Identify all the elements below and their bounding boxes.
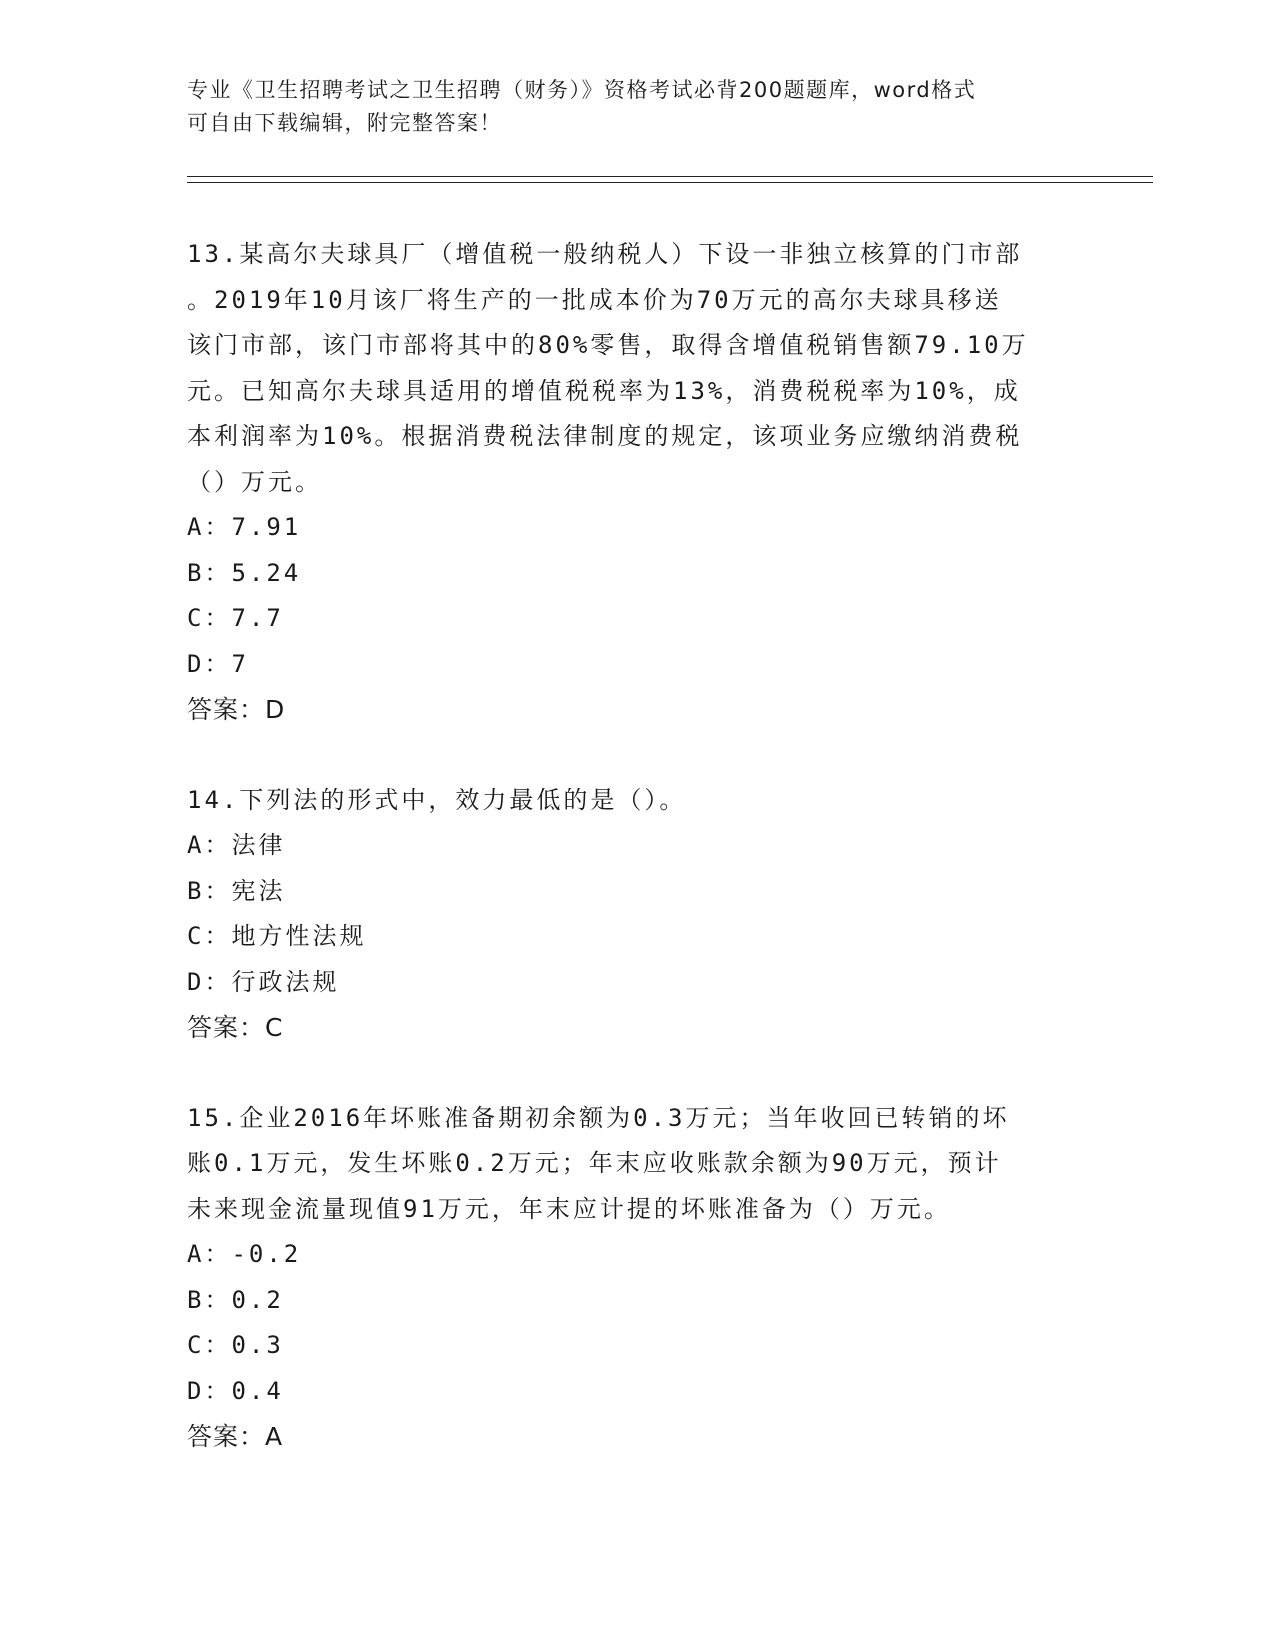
question-15-line-3: 未来现金流量现值91万元，年末应计提的坏账准备为（）万元。 [187, 1194, 951, 1223]
question-13-line-1: 13.某高尔夫球具厂（增值税一般纳税人）下设一非独立核算的门市部 [187, 240, 1023, 268]
question-15-option-d: D：0.4 [187, 1376, 284, 1405]
question-14-option-b: B：宪法 [187, 876, 286, 905]
question-13 [187, 232, 1087, 733]
question-13-answer: 答案：D [187, 695, 286, 724]
question-13-line-5: 本利润率为10%。根据消费税法律制度的规定，该项业务应缴纳消费税 [187, 422, 1023, 450]
question-13-option-c: C：7.7 [187, 604, 284, 632]
question-14-option-a: A：法律 [187, 831, 286, 859]
question-13-option-b: B：5.24 [187, 558, 302, 587]
question-14-answer: 答案：C [187, 1013, 284, 1042]
question-list [187, 232, 1087, 1460]
header-rule-bottom [187, 182, 1153, 183]
question-15-line-1: 15.企业2016年坏账准备期初余额为0.3万元；当年收回已转销的坏 [187, 1103, 1010, 1132]
question-14 [187, 778, 1087, 1051]
question-13-line-4: 元。已知高尔夫球具适用的增值税税率为13%，消费税税率为10%，成 [187, 376, 1021, 405]
question-13-line-2: 。2019年10月该厂将生产的一批成本价为70万元的高尔夫球具移送 [187, 285, 1002, 314]
question-13-option-d: D：7 [187, 649, 249, 678]
question-15 [187, 1096, 1087, 1460]
question-15-option-a: A：-0.2 [187, 1240, 302, 1268]
question-spacer [187, 733, 1087, 778]
document-header [187, 74, 1067, 140]
header-rule-top [187, 176, 1153, 177]
question-15-option-c: C：0.3 [187, 1331, 284, 1359]
question-15-option-b: B：0.2 [187, 1285, 284, 1314]
question-13-option-a: A：7.91 [187, 513, 302, 541]
question-15-answer: 答案：A [187, 1422, 284, 1451]
question-14-option-c: C：地方性法规 [187, 922, 367, 950]
question-13-line-6: （）万元。 [187, 467, 322, 496]
question-spacer [187, 1051, 1087, 1096]
header-line-1: 专业《卫生招聘考试之卫生招聘（财务）》资格考试必背200题题库，word格式 [187, 78, 977, 102]
question-14-option-d: D：行政法规 [187, 967, 340, 996]
header-line-2: 可自由下载编辑，附完整答案！ [187, 111, 502, 135]
question-13-line-3: 该门市部，该门市部将其中的80%零售，取得含增值税销售额79.10万 [187, 331, 1029, 359]
question-14-line-1: 14.下列法的形式中，效力最低的是（）。 [187, 785, 687, 814]
question-15-line-2: 账0.1万元，发生坏账0.2万元；年末应收账款余额为90万元，预计 [187, 1149, 1002, 1177]
